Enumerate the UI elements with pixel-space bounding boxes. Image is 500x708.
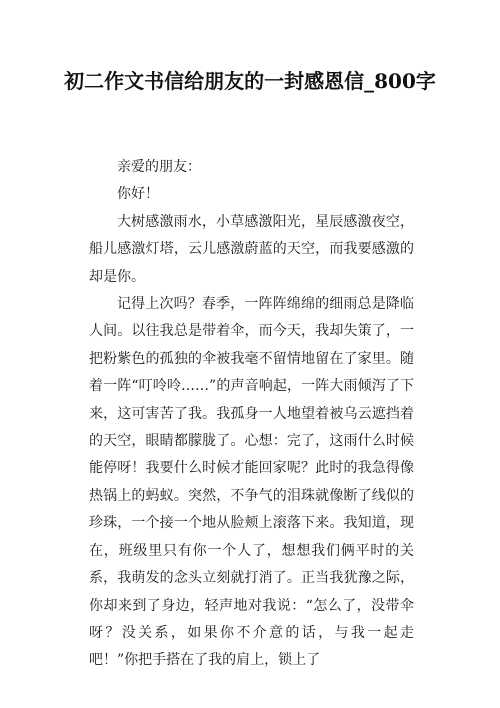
letter-body [89,154,414,675]
letter-paragraph: 记得上次吗？春季，一阵阵绵绵的细雨总是降临人间。以往我总是带着伞，而今天，我却失策了，一把粉紫色的孤独的伞被我毫不留情地留在了家里。随着一阵“叮呤呤……”的声音响起，一阵大雨倾泻了下来，这可害苦了我。我孤身一人地望着被乌云遮挡着的天空，眼睛都朦胧了。心想：完了，这雨什么时候能停呀！我要什么时候才能回家呢？此时的我急得像热锅上的蚂蚁。突然，不争气的泪珠就像断了线似的珍珠，一个接一个地从脸颊上滚落下来。我知道，现在，班级里只有你一个人了，想想我们俩平时的关系，我萌发的念头立刻就打消了。正当我犹豫之际，你却来到了身边，轻声地对我说：“怎么了，没带伞呀？没关系，如果你不介意的话，与我一起走吧！”你把手搭在了我的肩上，锁上了 [89,296,414,669]
letter-salutation: 亲爱的朋友： [117,159,201,175]
letter-paragraph: 大树感激雨水，小草感激阳光，星辰感激夜空，船儿感激灯塔，云儿感激蔚蓝的天空，而我要感激的却是你。 [89,213,414,285]
document-title: 初二作文书信给朋友的一封感恩信_800字 [64,69,436,93]
letter-greeting: 你好！ [117,186,159,203]
